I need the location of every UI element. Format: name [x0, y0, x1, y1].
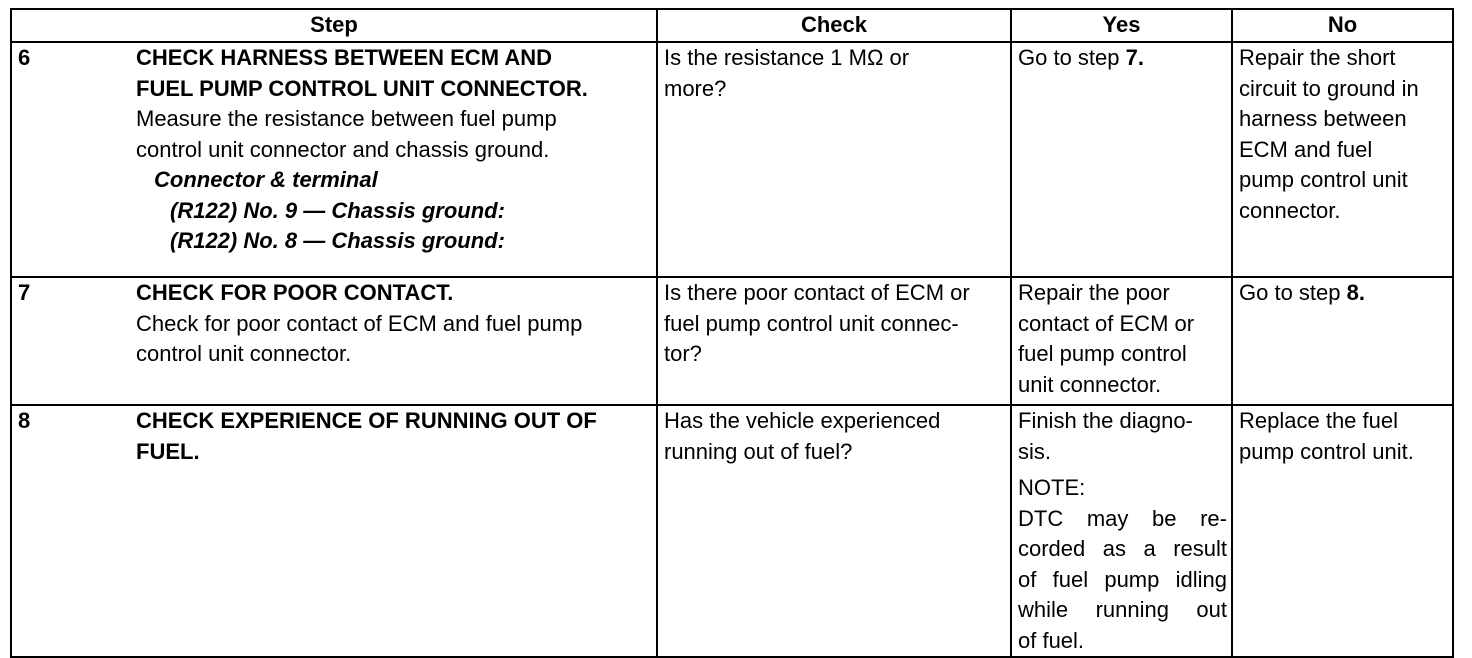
table-row [11, 277, 1453, 405]
check-line: Is the resistance 1 MΩ or [664, 45, 910, 70]
yes-prefix: Go to step [1018, 45, 1126, 70]
header-check: Check [657, 9, 1011, 42]
step-cell [11, 42, 657, 277]
check-line: fuel pump control unit connec- [664, 310, 959, 336]
no-prefix: Go to step [1239, 280, 1347, 305]
step-body-line: Check for poor contact of ECM and fuel pump [136, 310, 583, 336]
yes-line: fuel pump control [1018, 341, 1187, 366]
check-line: tor? [664, 341, 702, 366]
connector-line: (R122) No. 9 — Chassis ground: [170, 197, 505, 223]
check-line: more? [664, 75, 727, 101]
step-cell [11, 277, 657, 405]
no-cell [1232, 405, 1453, 657]
step-title-line: CHECK FOR POOR CONTACT. [136, 280, 454, 305]
yes-cell [1011, 277, 1232, 405]
step-number: 7 [18, 280, 31, 305]
step-title-line: CHECK EXPERIENCE OF RUNNING OUT OF [136, 408, 597, 433]
connector-line: (R122) No. 8 — Chassis ground: [170, 228, 505, 253]
note-line: DTC may be re- [1018, 505, 1227, 531]
no-line: connector. [1239, 197, 1341, 223]
step-cell [11, 405, 657, 657]
yes-line: Repair the poor [1018, 280, 1170, 305]
check-cell [657, 42, 1011, 277]
no-cell [1232, 42, 1453, 277]
yes-line: unit connector. [1018, 371, 1162, 397]
note-line: while running out [1018, 597, 1227, 622]
check-cell [657, 405, 1011, 657]
header-yes: Yes [1011, 9, 1232, 42]
note-line: of fuel. [1018, 627, 1085, 653]
step-title-line: CHECK HARNESS BETWEEN ECM AND [136, 45, 552, 70]
connector-heading: Connector & terminal [154, 167, 378, 192]
yes-step-ref: 7 . [1126, 45, 1144, 70]
step-title-line: FUEL. [136, 438, 200, 464]
no-line: Repair the short [1239, 45, 1396, 70]
step-body-line: control unit connector and chassis ground. [136, 136, 550, 162]
check-line: running out of fuel? [664, 438, 853, 464]
no-line: harness between [1239, 106, 1407, 131]
step-body-line: Measure the resistance between fuel pump [136, 106, 557, 131]
yes-line: Finish the diagno- [1018, 408, 1193, 433]
note-line: corded as a result [1018, 536, 1227, 561]
no-line: ECM and fuel [1239, 136, 1373, 162]
no-line: circuit to ground in [1239, 75, 1419, 101]
table-row [11, 42, 1453, 277]
step-title-line: FUEL PUMP CONTROL UNIT CONNECTOR. [136, 75, 588, 101]
check-line: Has the vehicle experienced [664, 408, 941, 433]
note-label: NOTE: [1018, 475, 1086, 500]
no-cell [1232, 277, 1453, 405]
no-line: pump control unit [1239, 167, 1408, 192]
no-line: pump control unit. [1239, 438, 1414, 464]
yes-line: sis. [1018, 438, 1051, 464]
step-number: 6 [18, 45, 31, 70]
yes-cell [1011, 405, 1232, 657]
check-cell [657, 277, 1011, 405]
check-line: Is there poor contact of ECM or [664, 280, 970, 305]
diagnostic-table [10, 8, 1454, 658]
header-row [11, 9, 1453, 42]
table-row [11, 405, 1453, 657]
step-number: 8 [18, 408, 31, 433]
yes-cell [1011, 42, 1232, 277]
header-no: No [1232, 9, 1453, 42]
no-line [1239, 278, 1448, 309]
header-step: Step [11, 9, 657, 42]
no-line: Replace the fuel [1239, 408, 1398, 433]
note-line: of fuel pump idling [1018, 566, 1227, 592]
no-step-ref: 8 . [1347, 280, 1365, 305]
step-body-line: control unit connector. [136, 341, 352, 366]
yes-line [1018, 43, 1227, 74]
yes-line: contact of ECM or [1018, 310, 1195, 336]
